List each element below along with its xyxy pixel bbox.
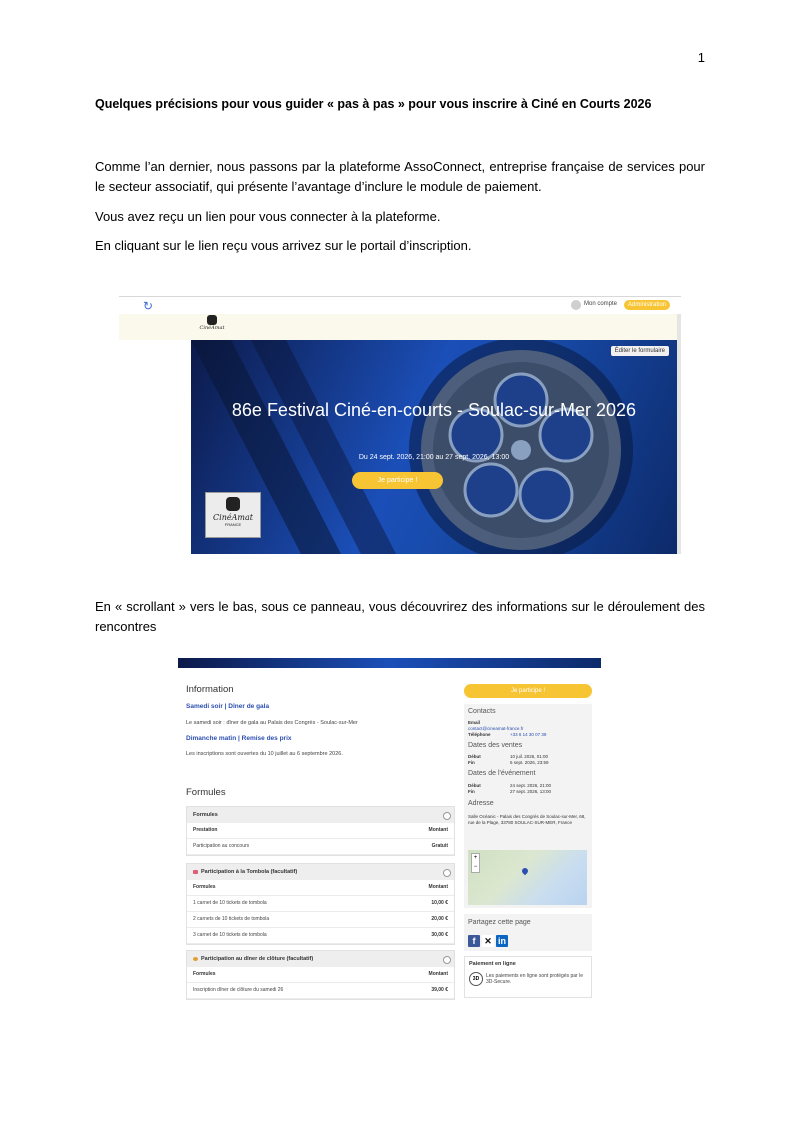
column-header: Formules (193, 884, 216, 890)
row-amount: 10,00 € (431, 900, 448, 906)
row-amount: 30,00 € (431, 932, 448, 938)
event-end (468, 789, 551, 794)
event-title: 86e Festival Ciné-en-courts - Soulac-sur-Mer 2026 (231, 400, 637, 420)
cineamat-logo-large (205, 492, 261, 538)
email-label: Email (468, 720, 481, 725)
participate-button[interactable]: Je participe ! (352, 472, 443, 489)
registration-period-text: Les inscriptions sont ouvertes du 10 juillet au 6 septembre 2026. (186, 751, 343, 757)
column-header: Montant (428, 827, 448, 833)
gala-dinner-text: Le samedi soir : dîner de gala au Palais des Congrès - Soulac-sur-Mer (186, 720, 358, 726)
table-row (187, 896, 454, 912)
event-start-value: 24 sept. 2026, 21:00 (510, 783, 552, 788)
sales-end (468, 760, 549, 765)
location-map[interactable] (468, 850, 587, 905)
participate-button[interactable]: Je participe ! (464, 684, 592, 698)
paragraph-portal: En cliquant sur le lien reçu vous arrivez sur le portail d’inscription. (95, 238, 472, 253)
cineamat-logo-small (197, 315, 227, 339)
information-heading: Information (186, 684, 234, 695)
sales-start-label: Début (468, 754, 481, 759)
sales-end-value: 6 sept. 2026, 23:59 (510, 760, 549, 765)
logo-subtext: FRANCE (224, 522, 242, 527)
address-text: Salle Océanic - Palais des Congrès de Soulac-sur-Mer, 68, rue de la Plage, 33780 SOULAC-SUR-MER, France (468, 814, 586, 825)
collapse-icon[interactable] (443, 869, 451, 877)
x-twitter-icon[interactable]: ✕ (482, 935, 494, 947)
sales-start-value: 10 juil. 2026, 01:00 (510, 754, 549, 759)
table-row (187, 912, 454, 928)
table-title[interactable] (187, 807, 454, 823)
collapse-icon[interactable] (443, 812, 451, 820)
formules-table (186, 806, 455, 856)
awards-link[interactable]: Dimanche matin | Remise des prix (186, 735, 292, 742)
gala-dinner-link[interactable]: Samedi soir | Dîner de gala (186, 703, 270, 710)
share-heading: Partagez cette page (468, 919, 531, 926)
scrollbar[interactable] (677, 314, 681, 554)
banner-bottom-strip (178, 658, 601, 668)
paragraph-platform: Comme l’an dernier, nous passons par la plateforme AssoConnect, entreprise française de services pour le secteur associatif, qui présente l’avantage d’inclure le module de paiement. (95, 159, 705, 194)
sales-dates-heading: Dates des ventes (468, 742, 523, 749)
camera-icon (207, 315, 217, 325)
film-reel-illustration (191, 340, 677, 554)
table-title[interactable] (187, 864, 454, 880)
contacts-heading: Contacts (468, 708, 496, 715)
table-row (187, 839, 454, 855)
row-label: Inscription dîner de clôture du samedi 26 (193, 987, 284, 993)
logo-text-small: CinéAmat (199, 325, 225, 331)
formules-heading: Formules (186, 787, 226, 798)
share-panel (464, 914, 592, 951)
linkedin-icon[interactable]: in (498, 936, 506, 946)
facebook-icon[interactable]: f (468, 935, 480, 947)
map-zoom-control[interactable]: + − (471, 853, 480, 873)
event-banner (191, 340, 677, 554)
event-end-value: 27 sept. 2026, 13:00 (510, 789, 552, 794)
row-amount: 20,00 € (431, 916, 448, 922)
column-header: Montant (428, 884, 448, 890)
map-pin-icon[interactable] (521, 867, 529, 875)
phone-label: Téléphone (468, 732, 491, 737)
online-payment-panel (464, 956, 592, 998)
table-header-row (187, 967, 454, 983)
row-amount: Gratuit (431, 843, 448, 849)
event-end-label: Fin (468, 789, 475, 794)
table-header-row (187, 880, 454, 896)
email-link[interactable]: contact@cineamat-france.fr (468, 726, 524, 731)
ticket-icon (193, 870, 198, 874)
portal-topbar (119, 296, 681, 315)
column-header: Montant (428, 971, 448, 977)
event-dates: Du 24 sept. 2026, 21:00 au 27 sept. 2026, 13:00 (358, 454, 510, 461)
dinner-icon (193, 957, 198, 961)
table-title-text: Participation au dîner de clôture (facultatif) (201, 956, 314, 962)
closing-dinner-table (186, 950, 455, 1000)
phone-link[interactable]: +33 6 14 30 07 39 (510, 732, 547, 737)
column-header: Formules (193, 971, 216, 977)
row-label: Participation au concours (193, 843, 250, 849)
document-title: Quelques précisions pour vous guider « pas à pas » pour vous inscrire à Ciné en Courts 2026 (95, 97, 652, 111)
table-header-row (187, 823, 454, 839)
payment-text: Les paiements en ligne sont protégés par le 3D-Secure. (486, 973, 584, 985)
table-row (187, 928, 454, 944)
paragraph-scrolling: En « scrollant » vers le bas, sous ce panneau, vous découvrirez des informations sur le déroulement des rencontres (95, 599, 705, 634)
address-heading: Adresse (468, 800, 494, 807)
page-number: 1 (697, 50, 705, 65)
3d-secure-icon: 3D (469, 972, 483, 986)
column-header: Prestation (193, 827, 218, 833)
event-dates-heading: Dates de l'événement (468, 770, 536, 777)
administration-button[interactable]: Administration (624, 300, 670, 310)
phone-line (468, 732, 546, 737)
row-label: 3 carnet de 10 tickets de tombola (193, 932, 267, 938)
row-amount: 39,00 € (431, 987, 448, 993)
screenshot-registration-portal (119, 296, 681, 554)
assoconnect-logo-icon[interactable]: ↻ (143, 299, 154, 313)
account-avatar-icon[interactable] (571, 300, 581, 310)
screenshot-event-details (178, 658, 601, 1008)
table-title-text: Formules (193, 812, 218, 818)
payment-heading: Paiement en ligne (469, 961, 516, 967)
contacts-panel (464, 704, 592, 908)
sales-end-label: Fin (468, 760, 475, 765)
table-title-text: Participation à la Tombola (facultatif) (201, 869, 298, 875)
event-start (468, 783, 551, 788)
paragraph-link-received: Vous avez reçu un lien pour vous connecter à la plateforme. (95, 209, 441, 224)
edit-form-button[interactable]: Éditer le formulaire (611, 346, 669, 356)
tombola-table (186, 863, 455, 945)
sales-start (468, 754, 548, 759)
event-start-label: Début (468, 783, 481, 788)
row-label: 1 carnet de 10 tickets de tombola (193, 900, 267, 906)
table-row (187, 983, 454, 999)
row-label: 2 carnets de 10 tickets de tombola (193, 916, 270, 922)
table-title[interactable] (187, 951, 454, 967)
camera-icon (226, 497, 240, 511)
collapse-icon[interactable] (443, 956, 451, 964)
account-link[interactable]: Mon compte (584, 301, 618, 307)
logo-text-large: CinéAmat (213, 513, 253, 522)
